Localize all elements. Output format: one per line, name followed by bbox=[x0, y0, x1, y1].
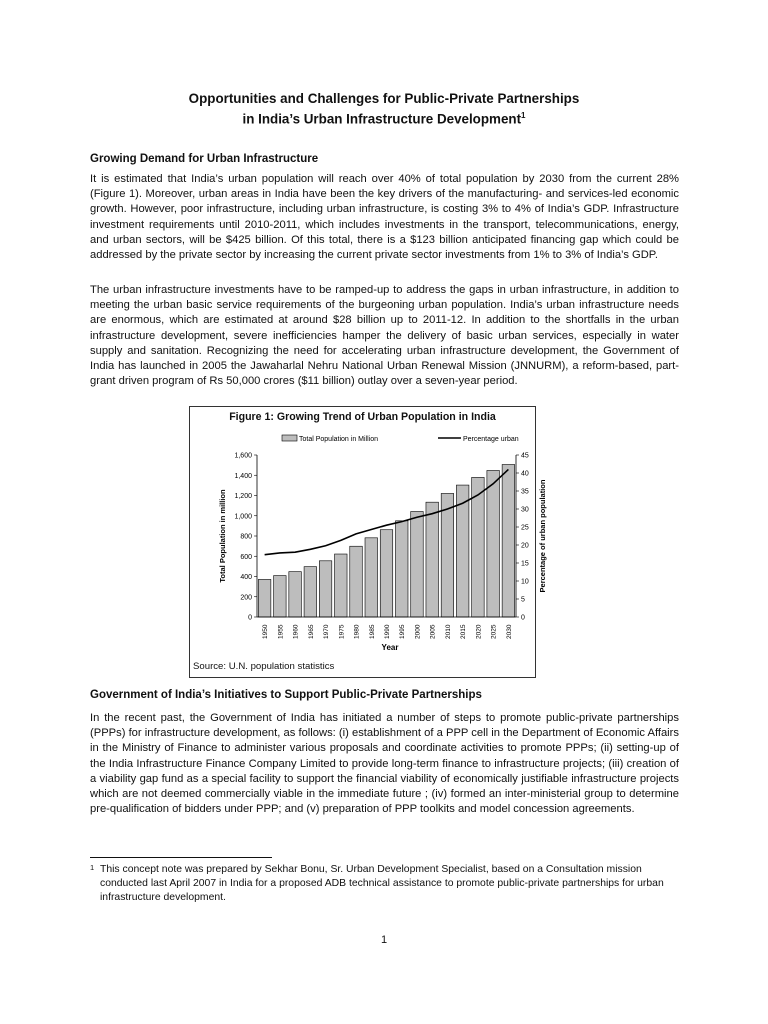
chart-bar bbox=[472, 477, 484, 617]
left-axis-tick-label: 1,200 bbox=[234, 493, 252, 500]
x-axis-title: Year bbox=[381, 643, 399, 652]
left-axis-tick-label: 1,000 bbox=[234, 513, 252, 521]
x-axis-tick-label: 1955 bbox=[277, 624, 285, 639]
figure-1 bbox=[189, 406, 547, 678]
title-line-2-text: in India’s Urban Infrastructure Development bbox=[242, 111, 522, 127]
x-axis-tick-label: 1950 bbox=[262, 624, 270, 639]
legend-bar-label: Total Population in Million bbox=[299, 436, 378, 443]
right-axis-tick-label: 25 bbox=[521, 524, 529, 532]
right-axis-tick-label: 0 bbox=[521, 614, 525, 622]
footnote bbox=[90, 863, 680, 905]
footnote-text: This concept note was prepared by Sekhar Bonu, Sr. Urban Development Specialist, based on a Consultation mission conducted last April 2007 in India for a proposed ADB technical assistance to promote public-private partnerships for urban infrastructure development. bbox=[100, 864, 664, 903]
right-axis-tick-label: 20 bbox=[521, 542, 529, 550]
x-axis-tick-label: 2025 bbox=[490, 624, 498, 639]
chart-bar bbox=[395, 521, 407, 617]
x-axis-tick-label: 1965 bbox=[307, 624, 315, 639]
chart-bar bbox=[319, 561, 331, 617]
x-axis-tick-label: 1975 bbox=[338, 624, 346, 639]
chart-bar bbox=[380, 530, 392, 617]
footnote-rule bbox=[90, 857, 272, 858]
chart-bar bbox=[365, 538, 377, 617]
right-axis-tick-label: 35 bbox=[521, 488, 529, 496]
title-line-1: Opportunities and Challenges for Public-Private Partnerships bbox=[188, 91, 580, 106]
footnote-mark: 1 bbox=[90, 863, 95, 872]
paragraph-government-initiatives: In the recent past, the Government of India has initiated a number of steps to promote public-private partnerships (PPPs) for infrastructure development, as follows: (i) establishment of a PPP cell in the Department of Economic Affairs in the Ministry of Finance to administer various proposals and coordinate activities to promote PPPs; (ii) setting-up of the India Infrastructure Finance Company Limited to provide long-term finance to infrastructure projects; (iii) creation of a viability gap fund as a special facility to support the financial viability of economically justifiable infrastructure projects which are not deemed commercially viable in the immediate future ; (iv) formed an inter-ministerial group to determine pre-qualification of bidders under PPP; and (v) preparation of PPP toolkits and model concession agreements. bbox=[90, 712, 679, 816]
chart-bar bbox=[304, 567, 316, 617]
left-axis-tick-label: 600 bbox=[240, 553, 252, 561]
title-line-2 bbox=[90, 107, 678, 127]
left-axis-tick-label: 800 bbox=[240, 533, 252, 541]
right-axis-tick-label: 10 bbox=[521, 578, 529, 586]
x-axis-tick-label: 2000 bbox=[414, 624, 422, 639]
page-number: 1 bbox=[380, 934, 388, 946]
left-axis-tick-label: 1,400 bbox=[234, 472, 252, 480]
paragraph-growing-demand-1: It is estimated that India’s urban population will reach over 40% of total population by 2030 from the current 28% (Figure 1). Moreover, urban areas in India have been the key drivers of the manufacturing- and services-led economic growth. However, poor infrastructure, including urban infrastructure, is costing 3% to 4% of India’s GDP. Infrastructure investment requirements until 2010-2011, which includes investments in the transport, telecommunications, energy, and urban sectors, will be $425 billion. Of this total, there is a $123 billion anticipated financing gap which could be addressed by the private sector by increasing the current private sector investments from 1% to 3% of India’s GDP. bbox=[90, 173, 679, 262]
right-axis-tick-label: 5 bbox=[521, 596, 525, 604]
paragraph-growing-demand-2: The urban infrastructure investments have to be ramped-up to address the gaps in urban infrastructure, in addition to meeting the urban basic service requirements of the burgeoning urban population. India’s urban infrastructure needs are enormous, which are estimated at around $28 billion up to 2011-12. In addition to the shortfalls in the urban infrastructure development, severe inefficiencies hamper the delivery of basic urban services, especially in water supply and sanitation. Recognizing the need for accelerating urban infrastructure development, the Government of India has launched in 2005 the Jawaharlal Nehru National Urban Renewal Mission (JNNURM), a reform-based, part-grant driven program of Rs 50,000 crores ($11 billion) outlay over a seven-year period. bbox=[90, 284, 679, 388]
x-axis-tick-label: 2005 bbox=[429, 624, 437, 639]
x-axis-tick-label: 1970 bbox=[323, 624, 331, 639]
chart-bar bbox=[258, 579, 270, 617]
left-axis-tick-label: 200 bbox=[240, 594, 252, 602]
right-axis-title: Percentage of urban population bbox=[538, 479, 547, 593]
right-axis-tick-label: 30 bbox=[521, 506, 529, 514]
x-axis-tick-label: 1980 bbox=[353, 624, 361, 639]
chart-bar bbox=[274, 576, 286, 617]
chart-bar bbox=[502, 465, 514, 617]
x-axis-tick-label: 2030 bbox=[505, 624, 513, 639]
chart-bar bbox=[441, 493, 453, 617]
section-heading-government-initiatives: Government of India’s Initiatives to Support Public-Private Partnerships bbox=[90, 689, 482, 701]
figure-title: Figure 1: Growing Trend of Urban Population in India bbox=[229, 411, 496, 423]
right-axis-tick-label: 45 bbox=[521, 452, 529, 460]
left-axis-tick-label: 1,600 bbox=[234, 452, 252, 460]
chart-bar bbox=[487, 470, 499, 617]
section-heading-growing-demand: Growing Demand for Urban Infrastructure bbox=[90, 153, 319, 165]
x-axis-tick-label: 2010 bbox=[444, 624, 452, 639]
figure-source: Source: U.N. population statistics bbox=[193, 661, 335, 672]
x-axis-tick-label: 1960 bbox=[292, 624, 300, 639]
document-title bbox=[90, 90, 678, 127]
urban-population-chart bbox=[190, 429, 547, 679]
right-axis-tick-label: 40 bbox=[521, 470, 529, 478]
left-axis-tick-label: 400 bbox=[240, 574, 252, 581]
chart-bar bbox=[335, 554, 347, 617]
x-axis-tick-label: 1985 bbox=[368, 624, 376, 639]
legend-line-label: Percentage urban bbox=[463, 436, 519, 443]
chart-bar bbox=[411, 511, 423, 617]
right-axis-tick-label: 15 bbox=[521, 560, 529, 568]
x-axis-tick-label: 2015 bbox=[460, 624, 468, 639]
chart-bar bbox=[426, 502, 438, 617]
chart-bar bbox=[350, 546, 362, 617]
chart-bar bbox=[289, 572, 301, 617]
x-axis-tick-label: 1990 bbox=[384, 624, 391, 639]
title-footnote-mark: 1 bbox=[521, 111, 526, 120]
x-axis-tick-label: 1995 bbox=[399, 624, 407, 639]
left-axis-tick-label: 0 bbox=[248, 614, 252, 622]
x-axis-tick-label: 2020 bbox=[475, 624, 483, 639]
legend-bar-swatch bbox=[282, 435, 297, 441]
left-axis-title: Total Population in million bbox=[218, 489, 227, 583]
